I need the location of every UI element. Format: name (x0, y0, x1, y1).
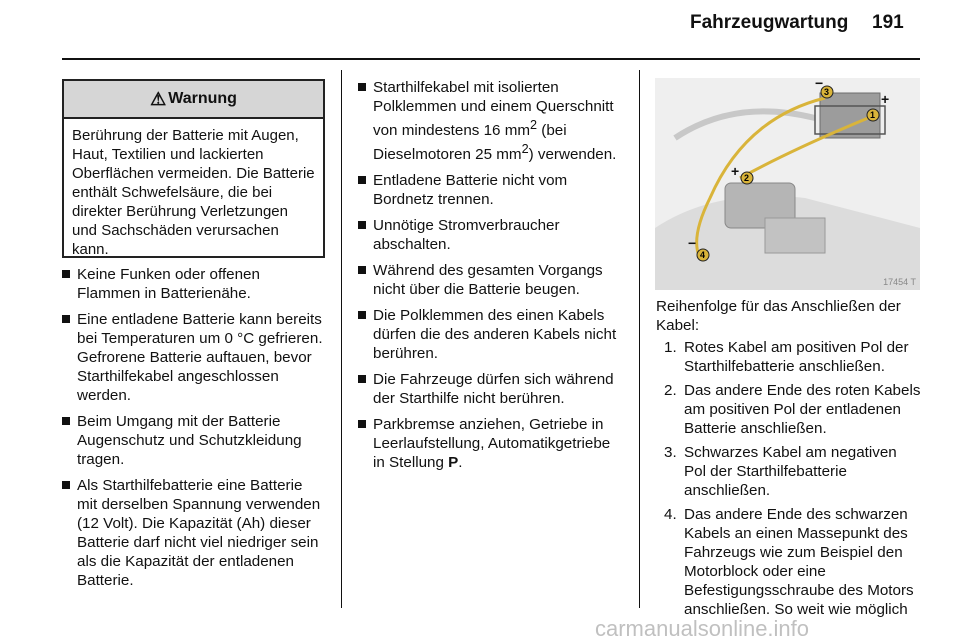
marker-2: 2 (744, 173, 750, 183)
list-item: Die Fahrzeuge dürfen sich während der Starthilfe nicht berühren. (358, 370, 624, 408)
list-item: Entladene Batterie nicht vom Bordnetz trennen. (358, 171, 624, 209)
section-title: Fahrzeugwartung (690, 12, 849, 33)
minus-sign: − (815, 78, 824, 91)
left-bullet-list (62, 265, 325, 597)
step-item: 4. Das andere Ende des schwarzen Kabels an einen Massepunkt des Fahrzeugs wie zum Beispiel den Motorblock oder eine Befestigungsschraube des Motors anschließen. So weit wie möglich (664, 506, 914, 618)
numbered-steps (664, 338, 922, 624)
warning-title: Warnung (168, 90, 237, 107)
minus-sign: − (688, 235, 697, 251)
list-item: Während des gesamten Vorgangs nicht über die Batterie beugen. (358, 261, 624, 299)
figure-number: 17454 T (883, 277, 916, 287)
middle-bullet-list (358, 78, 624, 479)
column-divider-right (639, 70, 640, 608)
plus-sign: + (881, 91, 890, 107)
warning-text: Berührung der Batterie mit Augen, Haut, Textilien und lackierten Oberflächen vermeiden. Die Batterie enthält Schwefelsäure, die bei direkter Berührung Verletzungen und Sachschäden verursachen kann. (72, 127, 315, 258)
step-item: 1. Rotes Kabel am positiven Pol der Starthilfebatterie anschließen. (664, 339, 909, 375)
marker-1: 1 (870, 110, 876, 120)
plus-sign: + (731, 163, 740, 179)
list-item: Unnötige Stromverbraucher abschalten. (358, 216, 624, 254)
list-item: Keine Funken oder offenen Flammen in Batterienähe. (62, 265, 325, 303)
list-item: Die Polklemmen des einen Kabels dürfen die des anderen Kabels nicht berühren. (358, 306, 624, 363)
list-item: Eine entladene Batterie kann bereits bei Temperaturen um 0 °C gefrieren. Gefrorene Batterie auftauen, bevor Starthilfekabel angeschlossen werden. (62, 310, 325, 405)
marker-3: 3 (824, 87, 830, 97)
watermark: carmanualsonline.info (595, 616, 810, 641)
list-item: Als Starthilfebatterie eine Batterie mit derselben Spannung verwenden (12 Volt). Die Kapazität (Ah) dieser Batterie darf nicht viel niedriger sein als die Kapazität der entladenen Batterie. (62, 476, 325, 590)
jump-start-illustration (655, 78, 920, 290)
column-divider-left (341, 70, 342, 608)
step-item: 3. Schwarzes Kabel am negativen Pol der Starthilfebatterie anschließen. (664, 444, 897, 499)
engine-bay-drawing (655, 78, 920, 290)
list-item: Starthilfekabel mit isolierten Polklemmen und einem Querschnitt von mindestens 16 $mm^2$ (bei Dieselmotoren 25 $mm^2$) verwenden. (358, 78, 624, 164)
marker-4: 4 (700, 250, 706, 260)
step-item: 2. Das andere Ende des roten Kabels am positiven Pol der entladenen Batterie anschließen. (664, 382, 921, 437)
list-item: Parkbremse anziehen, Getriebe in Leerlaufstellung, Automatikgetriebe in Stellung P. (358, 415, 624, 472)
warning-icon: ⚠ (150, 88, 167, 109)
intro-text: Reihenfolge für das Anschließen der Kabel: (656, 298, 901, 334)
header-rule (62, 58, 920, 60)
warning-box (62, 79, 325, 258)
warning-header (64, 81, 323, 119)
list-item: Beim Umgang mit der Batterie Augenschutz und Schutzkleidung tragen. (62, 412, 325, 469)
page-number: 191 (872, 12, 904, 33)
